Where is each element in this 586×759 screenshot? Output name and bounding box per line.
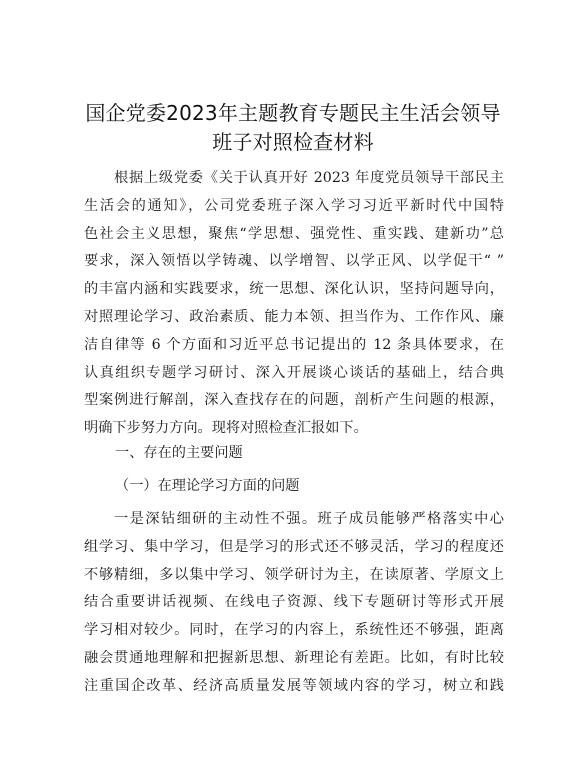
paragraph-line: 明确下步努力方向。现将对照检查汇报如下。 [84,420,368,437]
subsection-heading: （一）在理论学习方面的问题 [115,478,300,494]
paragraph-line: 认真组织专题学习研讨、深入开展谈心谈话的基础上，结合典 [84,364,504,381]
paragraph-line: 洁自律等 6 个方面和习近平总书记提出的 12 条具体要求，在 [84,336,504,353]
document-title-line-1: 国企党委2023年主题教育专题民主生活会领导 [85,101,501,125]
paragraph-line: 的丰富内涵和实践要求，统一思想、深化认识，坚持问题导向， [84,281,504,298]
paragraph-line: 学习相对较少。同时，在学习的内容上，系统性还不够强，距离 [84,622,504,639]
theory-study-paragraph [84,506,504,701]
section-heading: 一、存在的主要问题 [115,445,243,461]
paragraph-line: 色社会主义思想，聚焦“学思想、强党性、重实践、建新功”总 [84,225,504,242]
paragraph-line: 融会贯通地理解和把握新思想、新理论有差距。比如，有时比较 [84,649,504,666]
paragraph-line: 一是深钻细研的主动性不强。班子成员能够严格落实中心 [114,511,504,527]
document-title-line-2: 班子对照检查材料 [212,130,374,154]
paragraph-line: 生活会的通知》，公司党委班子深入学习习近平新时代中国特 [84,197,504,214]
paragraph-line: 注重国企改革、经济高质量发展等领域内容的学习，树立和践 [84,677,504,694]
paragraph-line: 要求，深入领悟以学铸魂、以学增智、以学正风、以学促干“ ” [84,253,504,270]
paragraph-line: 型案例进行解剖，深入查找存在的问题，剖析产生问题的根源， [84,392,504,409]
paragraph-line: 结合重要讲话视频、在线电子资源、线下专题研讨等形式开展 [84,594,504,611]
paragraph-line: 对照理论学习、政治素质、能力本领、担当作为、工作作风、廉 [84,308,504,325]
paragraph-line: 组学习、集中学习，但是学习的形式还不够灵活，学习的程度还 [84,538,504,555]
paragraph-line: 根据上级党委《关于认真开好 2023 年度党员领导干部民主 [114,170,504,186]
paragraph-line: 不够精细，多以集中学习、领学研讨为主，在读原著、学原文上 [84,566,504,583]
intro-paragraph [84,165,504,443]
